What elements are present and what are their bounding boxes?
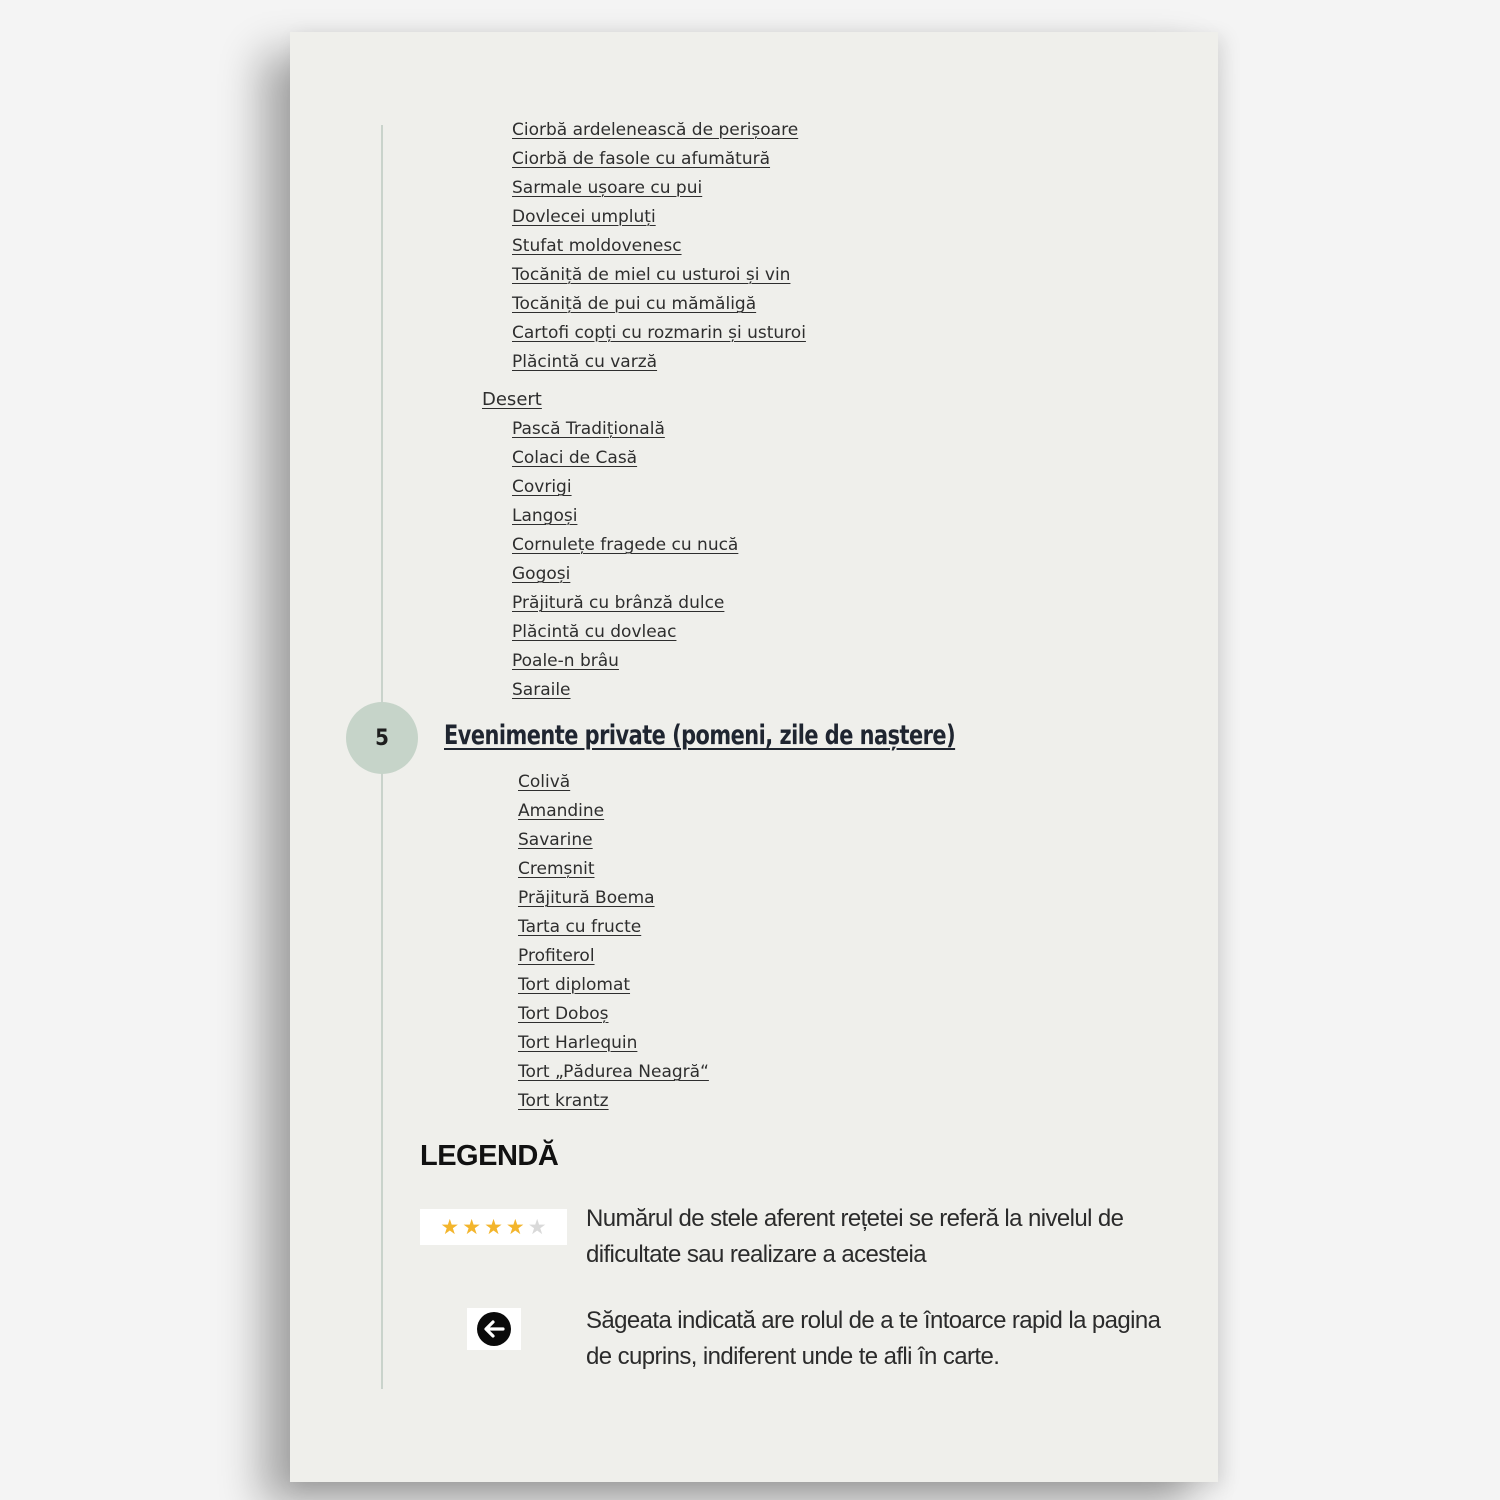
toc-link[interactable]: Tocăniță de pui cu mămăligă	[512, 294, 757, 314]
toc-link[interactable]: Plăcintă cu varză	[512, 352, 658, 372]
toc-link[interactable]: Dovlecei umpluți	[512, 207, 656, 227]
toc-link[interactable]: Cremșnit	[518, 859, 595, 879]
star-filled-icon: ★	[505, 1214, 525, 1239]
star-filled-icon: ★	[484, 1214, 503, 1239]
toc-link[interactable]: Saraile	[512, 680, 571, 700]
toc-link[interactable]: Plăcintă cu dovleac	[512, 622, 677, 642]
legend-arrow-description: Săgeata indicată are rolul de a te întoarce rapid la pagina de cuprins, indiferent unde te afli în carte.	[586, 1307, 1161, 1370]
toc-link[interactable]: Pască Tradițională	[512, 419, 665, 439]
legend-stars-description: Numărul de stele aferent rețetei se referă la nivelul de dificultate sau realizare a acesteia	[586, 1205, 1124, 1268]
toc-link[interactable]: Poale-n brâu	[512, 651, 619, 671]
chapter-number-badge: 5	[346, 702, 418, 774]
book-page	[290, 32, 1218, 1482]
toc-link[interactable]: Colaci de Casă	[512, 448, 638, 468]
toc-link[interactable]: Ciorbă ardelenească de perișoare	[512, 120, 799, 140]
toc-link[interactable]: Tocăniță de miel cu usturoi și vin	[512, 265, 791, 285]
back-arrow-sample	[467, 1308, 521, 1350]
toc-link[interactable]: Tort „Pădurea Neagră“	[518, 1062, 709, 1082]
difficulty-stars-sample	[420, 1209, 567, 1245]
toc-link[interactable]: Stufat moldovenesc	[512, 236, 682, 256]
toc-link[interactable]: Prăjitură cu brânză dulce	[512, 593, 725, 613]
toc-link[interactable]: Tort diplomat	[518, 975, 631, 995]
toc-link[interactable]: Tort Doboș	[518, 1004, 609, 1024]
toc-link[interactable]: Sarmale ușoare cu pui	[512, 178, 703, 198]
toc-link[interactable]: Amandine	[518, 801, 605, 821]
toc-link[interactable]: Cornulețe fragede cu nucă	[512, 535, 739, 555]
toc-link[interactable]: Ciorbă de fasole cu afumătură	[512, 149, 771, 169]
star-filled-icon: ★	[440, 1214, 460, 1239]
star-empty-icon: ★	[527, 1214, 547, 1239]
toc-link[interactable]: Gogoși	[512, 564, 571, 584]
legend-heading: LEGENDĂ	[420, 1140, 559, 1172]
chapter-title-link[interactable]: Evenimente private (pomeni, zile de naștere)	[444, 720, 956, 751]
toc-link[interactable]: Profiterol	[518, 946, 595, 966]
toc-link[interactable]: Tort Harlequin	[518, 1033, 638, 1053]
toc-link[interactable]: Tort krantz	[518, 1091, 609, 1111]
toc-link[interactable]: Prăjitură Boema	[518, 888, 655, 908]
star-filled-icon: ★	[462, 1214, 482, 1239]
toc-link[interactable]: Tarta cu fructe	[518, 917, 642, 937]
toc-section-desert[interactable]: Desert	[482, 389, 542, 410]
toc-link[interactable]: Cartofi copți cu rozmarin și usturoi	[512, 323, 806, 343]
toc-link[interactable]: Covrigi	[512, 477, 572, 497]
toc-link[interactable]: Langoși	[512, 506, 578, 526]
toc-link[interactable]: Savarine	[518, 830, 593, 850]
arrow-left-circle-icon	[475, 1310, 513, 1348]
toc-link[interactable]: Colivă	[518, 772, 571, 792]
